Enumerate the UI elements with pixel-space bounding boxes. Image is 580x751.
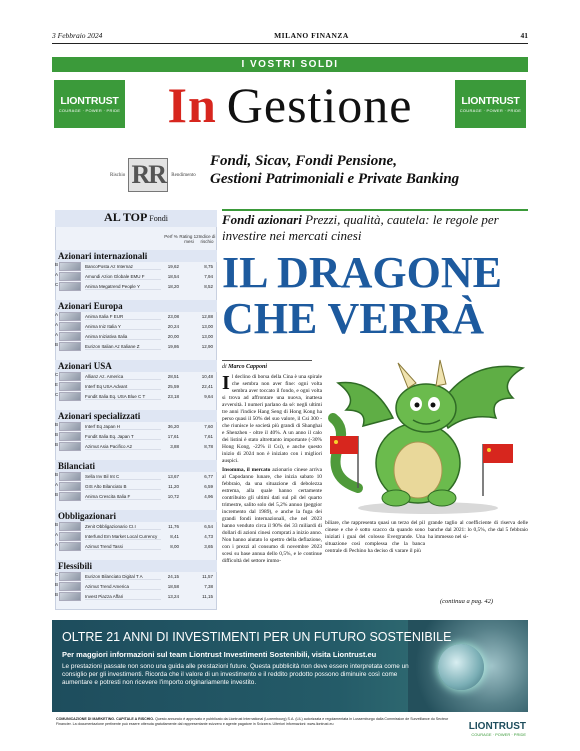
dragon-wing-left bbox=[338, 382, 393, 426]
col-perf-header: Perf % bbox=[164, 234, 178, 239]
fund-rating: A bbox=[55, 542, 59, 547]
altop-title-main: AL TOP bbox=[104, 210, 148, 224]
fund-risk-index: 13,00 bbox=[201, 324, 213, 329]
fund-name: Interfund Em Market Local Currency bbox=[85, 534, 161, 540]
fund-risk-index: 22,41 bbox=[201, 384, 213, 389]
logo-brand: LIONTRUST bbox=[60, 95, 119, 107]
liontrust-advertisement[interactable] bbox=[52, 620, 528, 712]
fund-performance: 20,24 bbox=[167, 324, 179, 329]
globe-icon bbox=[438, 644, 484, 690]
masthead-gestione: Gestione bbox=[226, 77, 413, 133]
fund-name: Allianz Az. America bbox=[85, 374, 161, 380]
fund-row bbox=[55, 492, 217, 502]
altop-group bbox=[55, 360, 217, 402]
liontrust-logo-right bbox=[455, 80, 526, 128]
fund-performance: 18,20 bbox=[167, 284, 179, 289]
fund-risk-index: 11,15 bbox=[202, 594, 213, 599]
fund-performance: 13,67 bbox=[167, 474, 179, 479]
fund-logo-icon bbox=[59, 382, 81, 391]
fund-row bbox=[55, 582, 217, 592]
fund-row bbox=[55, 382, 217, 392]
fund-risk-index: 12,88 bbox=[201, 314, 213, 319]
fund-name: Eurizon Italian Az Italiane Z bbox=[85, 344, 161, 350]
altop-group-title: Azionari specializzati bbox=[55, 410, 217, 422]
fund-row bbox=[55, 422, 217, 432]
issue-date: 3 Febbraio 2024 bbox=[52, 30, 103, 40]
altop-group bbox=[55, 300, 217, 352]
fund-logo-icon bbox=[59, 592, 81, 601]
fund-logo-icon bbox=[59, 272, 81, 281]
headline-line-1: IL DRAGONE bbox=[222, 248, 502, 297]
fund-name: Interf Eq USA Advant bbox=[85, 384, 161, 390]
fund-row bbox=[55, 532, 217, 542]
altop-column-headers bbox=[55, 230, 217, 250]
fund-row bbox=[55, 272, 217, 282]
fund-row bbox=[55, 312, 217, 322]
altop-group bbox=[55, 560, 217, 602]
fund-rating: A bbox=[55, 332, 59, 337]
fund-row bbox=[55, 572, 217, 582]
fund-rating: B bbox=[55, 422, 59, 427]
byline-author: Marco Capponi bbox=[228, 364, 268, 370]
fund-risk-index: 7,38 bbox=[204, 584, 213, 589]
fund-performance: 19,86 bbox=[167, 344, 179, 349]
dragon-illustration bbox=[318, 348, 528, 516]
fund-performance: 28,51 bbox=[167, 374, 179, 379]
fund-name: Azimut Trend Tassi bbox=[85, 544, 161, 550]
fund-logo-icon bbox=[59, 422, 81, 431]
article-column-2: biliare, che rappresenta quasi un terzo del pil cinese e che è sotto scacco da quando sono iniziati i guai del colosso Evergrande. Una situazione così complessa che la banca centrale di Pechino ha deciso di varare il più bbox=[325, 520, 425, 554]
fund-row bbox=[55, 432, 217, 442]
fund-logo-icon bbox=[59, 312, 81, 321]
fund-rating: C bbox=[55, 572, 59, 577]
fund-logo-icon bbox=[59, 492, 81, 501]
fund-row bbox=[55, 592, 217, 602]
fund-logo-icon bbox=[59, 262, 81, 271]
fund-logo-icon bbox=[59, 372, 81, 381]
fund-logo-icon bbox=[59, 522, 81, 531]
fund-performance: 11,20 bbox=[168, 484, 179, 489]
article-kicker bbox=[222, 212, 528, 244]
drop-cap: I bbox=[222, 374, 230, 394]
fund-rating: B bbox=[55, 342, 59, 347]
rischio-rendimento-logo bbox=[110, 158, 200, 192]
page-number: 41 bbox=[520, 30, 528, 40]
fund-rating: A bbox=[55, 312, 59, 317]
headline-line-2: CHE VERRÀ bbox=[222, 294, 485, 343]
fund-performance: 19,62 bbox=[167, 264, 179, 269]
fund-name: Fondit Italia Eq. USA Blue C T bbox=[85, 394, 161, 400]
fund-name: Azimut Trend America bbox=[85, 584, 161, 590]
fund-performance: 8,41 bbox=[170, 534, 179, 539]
fund-logo-icon bbox=[59, 332, 81, 341]
fund-risk-index: 8,52 bbox=[204, 284, 213, 289]
footer-logo-brand: LIONTRUST bbox=[468, 721, 526, 732]
fund-risk-index: 9,64 bbox=[204, 394, 213, 399]
fund-name: Azimut Asia Pacifico A2 bbox=[85, 444, 161, 450]
fund-rating: B bbox=[55, 492, 59, 497]
fund-logo-icon bbox=[59, 392, 81, 401]
fund-rating: A bbox=[55, 482, 59, 487]
altop-group-title: Azionari USA bbox=[55, 360, 217, 372]
fund-performance: 3,88 bbox=[170, 444, 179, 449]
fund-rating: C bbox=[55, 392, 59, 397]
altop-group-title: Obbligazionari bbox=[55, 510, 217, 522]
fund-logo-icon bbox=[59, 542, 81, 551]
fund-name: Anima Crescita Italia F bbox=[85, 494, 161, 500]
fund-risk-index: 11,57 bbox=[202, 574, 213, 579]
fund-risk-index: 8,75 bbox=[204, 264, 213, 269]
fund-rating: C bbox=[55, 282, 59, 287]
fund-performance: 36,20 bbox=[167, 424, 179, 429]
fund-risk-index: 8,78 bbox=[204, 444, 213, 449]
fund-logo-icon bbox=[59, 472, 81, 481]
fund-performance: 10,72 bbox=[167, 494, 179, 499]
fund-rating: E bbox=[55, 382, 59, 387]
fund-row bbox=[55, 542, 217, 552]
flag-right bbox=[483, 444, 513, 463]
article-headline bbox=[222, 250, 528, 342]
fund-logo-icon bbox=[59, 532, 81, 541]
section-banner: I VOSTRI SOLDI bbox=[52, 57, 528, 72]
altop-group bbox=[55, 250, 217, 292]
paragraph-1 bbox=[222, 374, 322, 465]
altop-group-title: Azionari Europa bbox=[55, 300, 217, 312]
kicker-bar bbox=[222, 209, 528, 211]
footer-disclaimer bbox=[56, 717, 456, 726]
fund-rating: B bbox=[55, 262, 59, 267]
fund-rating: B bbox=[55, 522, 59, 527]
kicker-bold: Fondi azionari bbox=[222, 212, 302, 227]
fund-risk-index: 7,60 bbox=[204, 424, 213, 429]
ground-shadow bbox=[358, 502, 498, 514]
fund-row bbox=[55, 442, 217, 452]
fund-logo-icon bbox=[59, 432, 81, 441]
fund-name: BancoPosta Az Internaz bbox=[85, 264, 161, 270]
paragraph-1-text: l declino di borsa della Cina è una spirale che sembra non aver fine: ogni volta sembra aver toccato il fondo, e ogni volta si trova ad affrontare una nuova, inattesa avversità. I numeri parlano da sé: negli ultimi tre anni l'indice Hang Seng di Hong Kong ha perso quasi il 50% del suo valore, il Csi 300 - che riunisce le società più grandi di Shanghai e Shenzhen - oltre il 40%. A un anno il calo dei listini è stato altrettanto importante (-30% Hong Kong, -22% il Csi), e anche questo inizio di 2024 non è iniziato con i migliori auspici. bbox=[222, 374, 322, 464]
section-subhead bbox=[210, 152, 530, 188]
fund-performance: 23,18 bbox=[167, 394, 179, 399]
fund-performance: 8,00 bbox=[170, 544, 179, 549]
fund-name: Sella Inv Bil Int C bbox=[85, 474, 161, 480]
fund-performance: 17,61 bbox=[167, 434, 179, 439]
fund-logo-icon bbox=[59, 282, 81, 291]
fund-name: Fondit Italia Eq. Japan T bbox=[85, 434, 161, 440]
altop-title bbox=[55, 210, 217, 227]
fund-risk-index: 10,48 bbox=[201, 374, 213, 379]
fund-rating: A bbox=[55, 322, 59, 327]
flag-left bbox=[330, 436, 358, 454]
altop-title-sub: Fondi bbox=[149, 214, 168, 223]
subhead-line-2: Gestioni Patrimoniali e Private Banking bbox=[210, 171, 460, 187]
fund-logo-icon bbox=[59, 442, 81, 451]
article-column-1 bbox=[222, 374, 322, 589]
fund-logo-icon bbox=[59, 572, 81, 581]
fund-name: Anima Italia F EUR bbox=[85, 314, 161, 320]
fund-rating: B bbox=[55, 442, 59, 447]
fund-row bbox=[55, 472, 217, 482]
paragraph-2-lead: Insomma, il mercato bbox=[222, 467, 271, 473]
fund-risk-index: 13,00 bbox=[201, 334, 213, 339]
altop-group-title: Azionari internazionali bbox=[55, 250, 217, 262]
footer-logo-tagline: COURAGE · POWER · PRIDE bbox=[471, 732, 526, 737]
fund-name: Anima Iniz Italia Y bbox=[85, 324, 161, 330]
dragon-foot-right bbox=[428, 490, 456, 506]
fund-row bbox=[55, 522, 217, 532]
subhead-line-1: Fondi, Sicav, Fondi Pensione, bbox=[210, 153, 397, 169]
article-column-3: grande taglio al coefficiente di riserva delle banche dal 2021: lo 0,5%, che dal 5 febbraio ha immesso nel si- bbox=[428, 520, 528, 540]
col-rating-header: Rating 12 mesi bbox=[179, 234, 199, 244]
masthead bbox=[130, 76, 450, 138]
fund-rating: B bbox=[55, 472, 59, 477]
fund-name: Amundi Azion Globale EMU F bbox=[85, 274, 161, 280]
paragraph-2-text: azionario cinese arriva al Capodanno lunare, che inizia sabato 10 febbraio, da una situazione di debolezza estrema, alla quale hanno certamente contribuito gli ultimi dati sul pil del quarto trimestre, salito solo del 5,2% annuo (peggior incremento dal 1989), e anche la fuga dei grandi fondi internazionali, che nel 2023 hanno venduto circa il 90% dei 33 miliardi di dollari di azioni cinesi comprati a inizio anno. Non hanno aiutato lo spettro della deflazione, con i prezzi al consumo di novembre 2023 scesi su base annua dello 0,5%, e le continue difficoltà del settore immo- bbox=[222, 467, 322, 564]
dragon-belly bbox=[394, 442, 442, 498]
fund-performance: 13,24 bbox=[167, 594, 179, 599]
fund-performance: 11,76 bbox=[168, 524, 179, 529]
fund-name: Interf Eq Japan H bbox=[85, 424, 161, 430]
fund-performance: 18,58 bbox=[167, 584, 179, 589]
logo-brand: LIONTRUST bbox=[461, 95, 520, 107]
ad-subtitle[interactable]: Per maggiori informazioni sul team Liontrust Investimenti Sostenibili, visita Liontrust.eu bbox=[62, 650, 377, 659]
dragon-foot-left bbox=[382, 490, 410, 506]
footer-label: COMUNICAZIONE DI MARKETING. CAPITALE A RISCHIO. bbox=[56, 717, 155, 721]
fund-row bbox=[55, 342, 217, 352]
fund-row bbox=[55, 482, 217, 492]
fund-performance: 18,54 bbox=[167, 274, 179, 279]
footer-body: Questo annuncio è approvato e pubblicato da Liontrust International (Luxembourg) S.A. (LIL) autorizzata e regolamentata in Lussemburgo dalla Commission de Surveillance du Secteur Financier. La documentazione pertinente può essere ottenuta gratuitamente dal rappresentante svizzero e agente pagatore in Svizzera. Ulteriori informazioni: www.liontrust.eu bbox=[56, 717, 449, 726]
rr-left-text: Rischio bbox=[110, 172, 126, 178]
fund-risk-index: 4,96 bbox=[204, 494, 213, 499]
fund-risk-index: 6,59 bbox=[204, 484, 213, 489]
altop-group-title: Flessibili bbox=[55, 560, 217, 572]
fund-risk-index: 4,73 bbox=[204, 534, 213, 539]
ad-title: OLTRE 21 ANNI DI INVESTIMENTI PER UN FUTURO SOSTENIBILE bbox=[62, 630, 452, 644]
fund-row bbox=[55, 392, 217, 402]
fund-risk-index: 6,77 bbox=[204, 474, 213, 479]
fund-logo-icon bbox=[59, 582, 81, 591]
masthead-in: In bbox=[167, 77, 217, 133]
page-header bbox=[52, 28, 528, 42]
fund-rating: B bbox=[55, 582, 59, 587]
byline-prefix: di bbox=[222, 364, 227, 370]
continue-note: (continua a pag. 42) bbox=[440, 598, 494, 605]
logo-tagline: COURAGE · POWER · PRIDE bbox=[459, 108, 522, 113]
fund-row bbox=[55, 262, 217, 272]
fund-name: Anima Megatrend People Y bbox=[85, 284, 161, 290]
altop-group bbox=[55, 460, 217, 502]
fund-risk-index: 6,54 bbox=[204, 524, 213, 529]
fund-row bbox=[55, 282, 217, 292]
altop-group bbox=[55, 410, 217, 452]
fund-row bbox=[55, 372, 217, 382]
paragraph-2 bbox=[222, 467, 322, 565]
fund-name: GIS Alto Bilanciato B bbox=[85, 484, 161, 490]
fund-risk-index: 12,90 bbox=[201, 344, 213, 349]
fund-logo-icon bbox=[59, 482, 81, 491]
col-index-header: Indice di rischio bbox=[198, 234, 216, 244]
fund-performance: 24,15 bbox=[167, 574, 179, 579]
fund-name: Zenit Obbligazionario CI.I bbox=[85, 524, 161, 530]
fund-rating: B bbox=[55, 592, 59, 597]
fund-performance: 25,59 bbox=[167, 384, 179, 389]
fund-row bbox=[55, 332, 217, 342]
dragon-head bbox=[396, 384, 456, 432]
fund-logo-icon bbox=[59, 342, 81, 351]
rr-mark: RR bbox=[128, 158, 168, 192]
logo-tagline: COURAGE · POWER · PRIDE bbox=[58, 108, 121, 113]
fund-risk-index: 7,61 bbox=[204, 434, 213, 439]
fund-rating: A bbox=[55, 532, 59, 537]
publication-name: MILANO FINANZA bbox=[274, 30, 349, 40]
fund-name: Anima Iniziativa Italia bbox=[85, 334, 161, 340]
fund-name: Invest Piazza Affari bbox=[85, 594, 161, 600]
kicker-rest: Prezzi, qualità, cautela: le regole per investire nei mercati cinesi bbox=[222, 212, 499, 243]
fund-rating: A bbox=[55, 272, 59, 277]
rr-right-text: Rendimento bbox=[171, 172, 196, 178]
fund-rating: C bbox=[55, 372, 59, 377]
footer-liontrust-logo bbox=[462, 715, 526, 743]
article-byline bbox=[222, 360, 312, 370]
ad-body: Le prestazioni passate non sono una guida alle prestazioni future. Questa pubblicità non deve essere interpretata come un consiglio per gli investimenti. Ricorda che il valore di un investimento e il reddito prodotto possono diminuire così come aumentare e potresti non ricevere l'importo originariamente investito. bbox=[62, 663, 409, 686]
liontrust-logo-left bbox=[54, 80, 125, 128]
fund-risk-index: 3,65 bbox=[204, 544, 213, 549]
fund-risk-index: 7,94 bbox=[204, 274, 213, 279]
header-rule bbox=[52, 43, 528, 44]
altop-group-title: Bilanciati bbox=[55, 460, 217, 472]
fund-row bbox=[55, 322, 217, 332]
fund-rating: B bbox=[55, 432, 59, 437]
altop-group bbox=[55, 510, 217, 552]
fund-name: Eurizon Bilanciato Digital T A bbox=[85, 574, 161, 580]
fund-performance: 23,08 bbox=[167, 314, 179, 319]
fund-logo-icon bbox=[59, 322, 81, 331]
fund-performance: 20,00 bbox=[167, 334, 179, 339]
